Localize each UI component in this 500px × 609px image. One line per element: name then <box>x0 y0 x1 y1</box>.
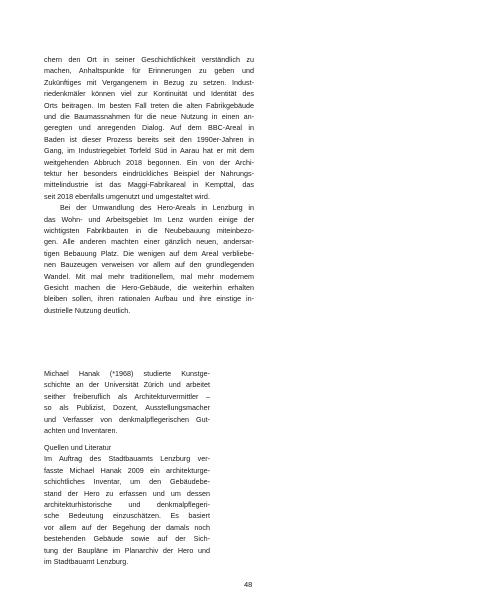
text-line: wichtigsten Fabrikbauten in die Neubebauung miteinbezo- <box>44 226 254 235</box>
sources-line: schichtliches Inventar, um den Gebäudebe- <box>44 477 210 487</box>
bio-line: so als Publizist, Dozent, Ausstellungsmacher <box>44 403 210 413</box>
text-line: weitgehenden Abbruch 2018 begonnen. Ein von der Archi- <box>44 157 254 167</box>
text-line: das Wohn- und Arbeitsgebiet Im Lenz wurden einige der <box>44 214 254 224</box>
text-line: Baden ist dieser Prozess bereits seit den 1990er-Jahren in <box>44 134 254 144</box>
sources-line: Im Auftrag des Stadtbauamts Lenzburg ver- <box>44 454 210 464</box>
sources-line: bestehenden Gebäude sowie auf der Sich- <box>44 534 210 544</box>
text-line: nen Bauzeugen verweisen vor allem auf den grundlegenden <box>44 260 254 270</box>
text-line: riedenkmäler können viel zur Kontinuität und Identität des <box>44 89 254 99</box>
text-line: mittelindustrie ist das Maggi-Fabrikareal in Kempttal, das <box>44 180 254 190</box>
text-line: machen, Anhaltspunkte für Erinnerungen zu geben und <box>44 66 254 76</box>
author-bio <box>44 368 210 438</box>
bio-line: Michael Hanak (*1968) studierte Kunstge- <box>44 369 210 378</box>
text-line: Wandel. Mit mal mehr traditionellem, mal mehr modernem <box>44 271 254 281</box>
text-line: dustrielle Nutzung deutlich. <box>44 305 131 315</box>
sources-line: fasste Michael Hanak 2009 ein architekturge- <box>44 465 210 475</box>
text-line: geregten und anregenden Dialog. Auf dem BBC-Areal in <box>44 123 254 133</box>
text-line: Bei der Umwandlung des Hero-Areals in Lenzburg in <box>60 203 254 213</box>
sources-line: sche Bedeutung einzuschätzen. Es basiert <box>44 511 210 521</box>
text-line: gen. Alle anderen machten einer gänzlich neuen, andersar- <box>44 237 254 247</box>
sources-line: tung der Baupläne im Planarchiv der Hero und <box>44 545 210 555</box>
text-line: chern den Ort in seiner Geschichtlichkeit verständlich zu <box>44 55 254 64</box>
main-text-column <box>44 54 254 324</box>
bio-line: schichte an der Universität Zürich und arbeitet <box>44 380 210 390</box>
bio-line: achten und Inventaren. <box>44 426 118 435</box>
text-line: und die Baumassnahmen für die neue Nutzung in einen an- <box>44 112 254 121</box>
page-number: 48 <box>244 580 253 589</box>
sources-line: im Stadtbauamt Lenzburg. <box>44 557 129 566</box>
text-line: tektur her besonders eindrückliches Beispiel der Nahrungs- <box>44 169 254 178</box>
text-line: seit 2018 ebenfalls umgenutzt und umgestaltet wird. <box>44 191 210 201</box>
text-line: Zukünftiges mit Vergangenem in Bezug zu setzen. Indust- <box>44 77 254 87</box>
text-line: bleiben sollen, ihren rationalen Aufbau und ihre einstige in- <box>44 294 254 304</box>
bio-line: seither freiberuflich als Architekturvermittler – <box>44 391 210 401</box>
sources-line: architekturhistorische und denkmalpflegeri- <box>44 500 210 509</box>
text-line: Orts beitragen. Im besten Fall treten die alten Fabrikgebäude <box>44 100 254 110</box>
sources-line: stand der Hero zu erfassen und um dessen <box>44 488 210 498</box>
bio-line: und Verfasser von denkmalpflegerischen Gut- <box>44 414 210 424</box>
sources-heading: Quellen und Literatur <box>44 443 112 452</box>
sources-section <box>44 442 210 572</box>
text-line: Gesicht machen die Hero-Gebäude, die weiterhin erhalten <box>44 283 254 292</box>
text-line: tigen Bebauung Platz. Die wenigen auf dem Areal verbliebe- <box>44 248 254 258</box>
sources-line: vor allem auf der Begehung der damals noch <box>44 522 210 532</box>
text-line: Gang, im Industriegebiet Torfeld Süd in Aarau hat er mit dem <box>44 146 254 156</box>
